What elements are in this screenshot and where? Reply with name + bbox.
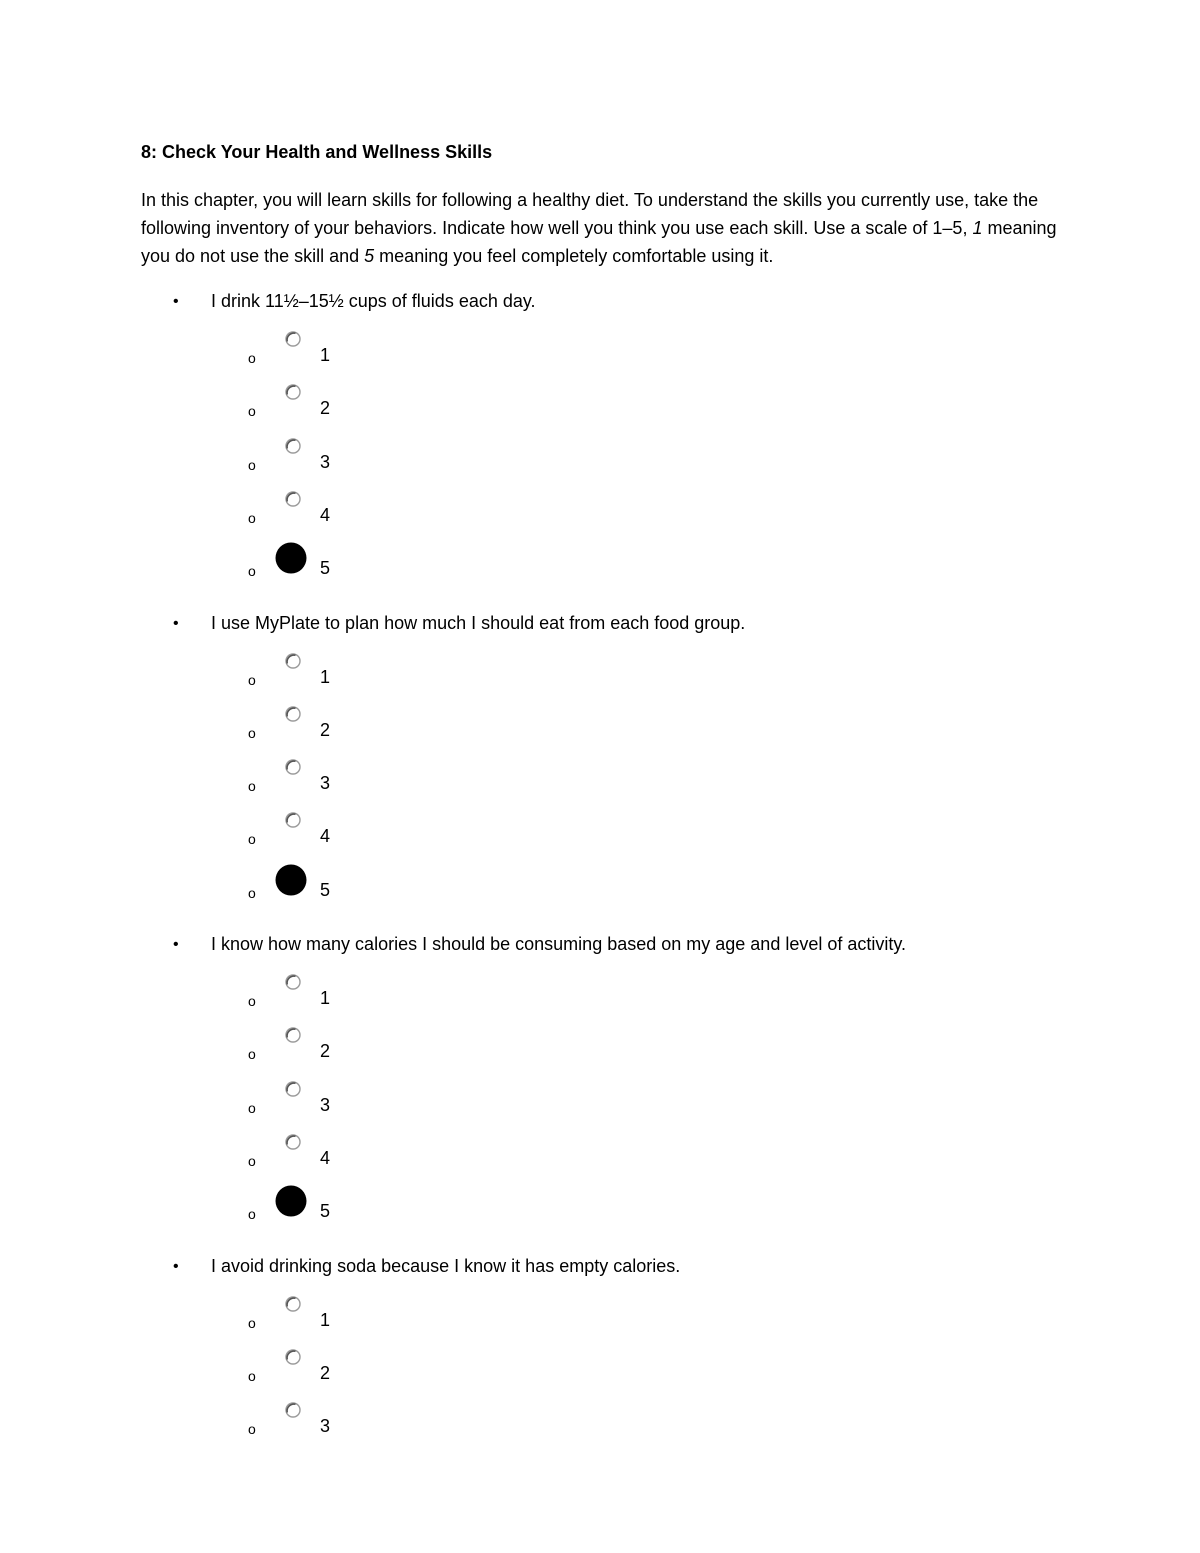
rating-option-label: 5 [320, 558, 331, 579]
intro-text-1: In this chapter, you will learn skills for following a healthy diet. To understand the skills you currently use, take the following inventory of your behaviors. Indicate how well you think you use each skill. Use a scale of 1–5, [141, 190, 1039, 238]
bullet-icon: • [173, 293, 179, 310]
intro-text-3: meaning you feel completely comfortable using it. [374, 246, 774, 266]
radio-selected-icon[interactable] [275, 542, 307, 574]
rating-option-label: 2 [320, 1041, 331, 1062]
question-text: I know how many calories I should be consuming based on my age and level of activity. [211, 934, 907, 954]
rating-option-label: 1 [320, 345, 331, 365]
radio-selected-icon[interactable] [275, 1185, 307, 1217]
radio-empty-icon[interactable] [284, 437, 302, 455]
sub-bullet-icon: o [248, 1421, 256, 1438]
rating-option-label: 2 [320, 1362, 331, 1383]
rating-option-2[interactable] [0, 721, 400, 761]
rating-option-1[interactable] [0, 346, 400, 386]
radio-empty-icon[interactable] [284, 330, 302, 348]
intro-emphasis-1: 1 [972, 218, 983, 238]
bullet-icon: • [173, 1257, 179, 1275]
rating-option-5[interactable] [0, 1202, 400, 1242]
sub-bullet-icon: o [248, 724, 256, 741]
question-text: I use MyPlate to plan how much I should eat from each food group. [211, 612, 746, 633]
rating-option-5[interactable] [0, 881, 400, 921]
radio-empty-icon[interactable] [284, 1026, 302, 1044]
rating-option-label: 5 [320, 879, 331, 900]
rating-option-4[interactable] [0, 506, 400, 546]
sub-bullet-icon: o [248, 1152, 256, 1169]
rating-option-2[interactable] [0, 1042, 400, 1082]
rating-option-4[interactable] [0, 1149, 400, 1189]
sub-bullet-icon: o [248, 1314, 256, 1331]
question-text: I avoid drinking soda because I know it has empty calories. [211, 1255, 681, 1276]
sub-bullet-icon: o [248, 884, 256, 901]
sub-bullet-icon: o [248, 1367, 256, 1384]
radio-empty-icon[interactable] [284, 811, 302, 829]
radio-empty-icon[interactable] [284, 973, 302, 991]
radio-empty-icon[interactable] [284, 758, 302, 776]
sub-bullet-icon: o [248, 403, 256, 420]
rating-option-label: 4 [320, 826, 331, 847]
rating-option-label: 4 [320, 1147, 331, 1168]
rating-option-label: 2 [320, 719, 331, 740]
radio-empty-icon[interactable] [284, 1401, 302, 1419]
bullet-icon: • [173, 936, 179, 953]
rating-option-label: 2 [320, 398, 331, 419]
sub-bullet-icon: o [248, 563, 256, 580]
sub-bullet-icon: o [248, 1206, 256, 1223]
rating-option-2[interactable] [0, 399, 400, 439]
rating-option-3[interactable] [0, 774, 400, 814]
intro-emphasis-5: 5 [364, 246, 375, 266]
rating-option-2[interactable] [0, 1364, 400, 1404]
rating-option-3[interactable] [0, 453, 400, 493]
radio-empty-icon[interactable] [284, 1295, 302, 1313]
sub-bullet-icon: o [248, 993, 256, 1009]
rating-option-4[interactable] [0, 827, 400, 867]
rating-option-label: 3 [320, 451, 331, 472]
rating-option-3[interactable] [0, 1096, 400, 1136]
sub-bullet-icon: o [248, 1099, 256, 1116]
rating-option-label: 1 [320, 988, 331, 1008]
rating-option-label: 5 [320, 1201, 331, 1222]
rating-option-label: 3 [320, 773, 331, 794]
radio-selected-icon[interactable] [275, 864, 307, 896]
rating-option-label: 3 [320, 1094, 331, 1115]
bullet-icon: • [173, 614, 179, 632]
rating-option-1[interactable] [0, 989, 400, 1029]
sub-bullet-icon: o [248, 671, 256, 688]
intro-text-2: meaning you do not use the skill and [141, 218, 1057, 266]
intro-paragraph [141, 186, 1071, 270]
page-title: 8: Check Your Health and Wellness Skills [141, 142, 493, 162]
radio-empty-icon[interactable] [284, 490, 302, 508]
sub-bullet-icon: o [248, 350, 256, 366]
sub-bullet-icon: o [248, 1046, 256, 1063]
radio-empty-icon[interactable] [284, 1080, 302, 1098]
rating-option-label: 1 [320, 666, 331, 687]
sub-bullet-icon: o [248, 831, 256, 848]
rating-option-3[interactable] [0, 1417, 400, 1457]
radio-empty-icon[interactable] [284, 1348, 302, 1366]
rating-option-label: 4 [320, 504, 331, 525]
sub-bullet-icon: o [248, 778, 256, 795]
radio-empty-icon[interactable] [284, 383, 302, 401]
rating-option-1[interactable] [0, 668, 400, 708]
radio-empty-icon[interactable] [284, 1133, 302, 1151]
sub-bullet-icon: o [248, 509, 256, 526]
sub-bullet-icon: o [248, 456, 256, 473]
rating-option-1[interactable] [0, 1311, 400, 1351]
radio-empty-icon[interactable] [284, 705, 302, 723]
rating-option-label: 3 [320, 1416, 331, 1437]
question-text: I drink 11½–15½ cups of fluids each day. [211, 291, 536, 311]
rating-option-label: 1 [320, 1309, 331, 1330]
radio-empty-icon[interactable] [284, 652, 302, 670]
rating-option-5[interactable] [0, 559, 400, 599]
